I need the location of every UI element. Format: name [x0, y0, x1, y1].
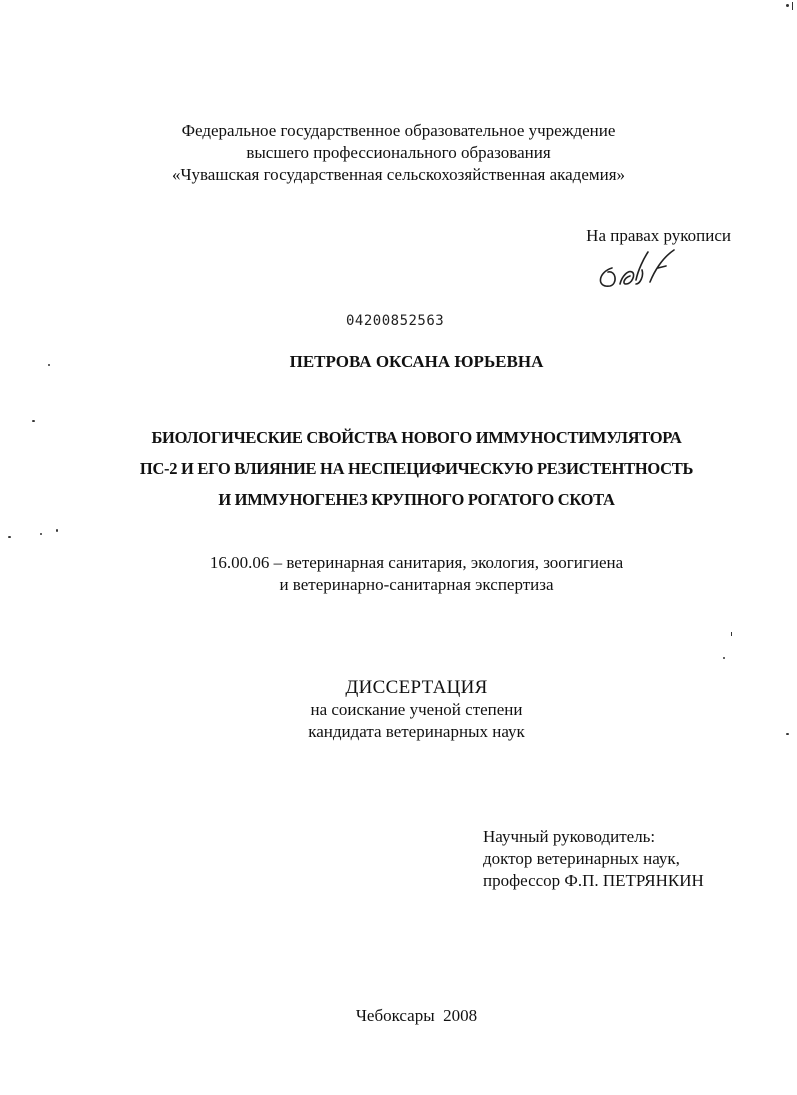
supervisor-line: Научный руководитель:	[483, 827, 656, 846]
author-name: ПЕТРОВА ОКСАНА ЮРЬЕВНА	[289, 352, 544, 371]
supervisor	[483, 826, 704, 892]
scan-speck	[731, 632, 732, 636]
supervisor-line: профессор Ф.П. ПЕТРЯНКИН	[483, 871, 704, 890]
title-line: И ИММУНОГЕНЕЗ КРУПНОГО РОГАТОГО СКОТА	[218, 490, 615, 509]
institution-header	[0, 120, 797, 186]
institution-line: высшего профессионального образования	[246, 143, 551, 162]
title-line: ПС-2 И ЕГО ВЛИЯНИЕ НА НЕСПЕЦИФИЧЕСКУЮ РЕЗИСТЕНТНОСТЬ	[139, 459, 694, 478]
specialty-line: и ветеринарно-санитарная экспертиза	[279, 575, 554, 594]
manuscript-note: На правах рукописи	[586, 226, 731, 245]
inventory-number: 04200852563	[346, 313, 445, 329]
degree-line: кандидата ветеринарных наук	[308, 722, 525, 741]
scan-speck	[723, 657, 725, 659]
supervisor-line: доктор ветеринарных наук,	[483, 849, 680, 868]
scan-speck	[8, 536, 11, 538]
scan-speck	[56, 529, 58, 532]
work-type-label: ДИССЕРТАЦИЯ	[345, 677, 488, 698]
degree-line: на соискание ученой степени	[310, 700, 523, 719]
work-type	[0, 676, 797, 700]
specialty-line: 16.00.06 – ветеринарная санитария, экология, зоогигиена	[209, 553, 624, 572]
institution-line: Федеральное государственное образовательное учреждение	[181, 121, 616, 140]
specialty	[0, 552, 797, 596]
scan-speck	[32, 420, 35, 422]
institution-line: «Чувашская государственная сельскохозяйственная академия»	[171, 165, 626, 184]
signature-image	[592, 246, 682, 294]
place-year: Чебоксары 2008	[355, 1006, 478, 1025]
scan-speck	[40, 533, 42, 535]
scan-speck	[48, 364, 50, 366]
degree	[0, 699, 797, 743]
scan-speck	[792, 2, 793, 10]
scan-speck	[786, 4, 789, 7]
scan-speck	[786, 733, 789, 735]
title-line: БИОЛОГИЧЕСКИЕ СВОЙСТВА НОВОГО ИММУНОСТИМУЛЯТОРА	[151, 428, 682, 447]
dissertation-title	[0, 422, 797, 515]
